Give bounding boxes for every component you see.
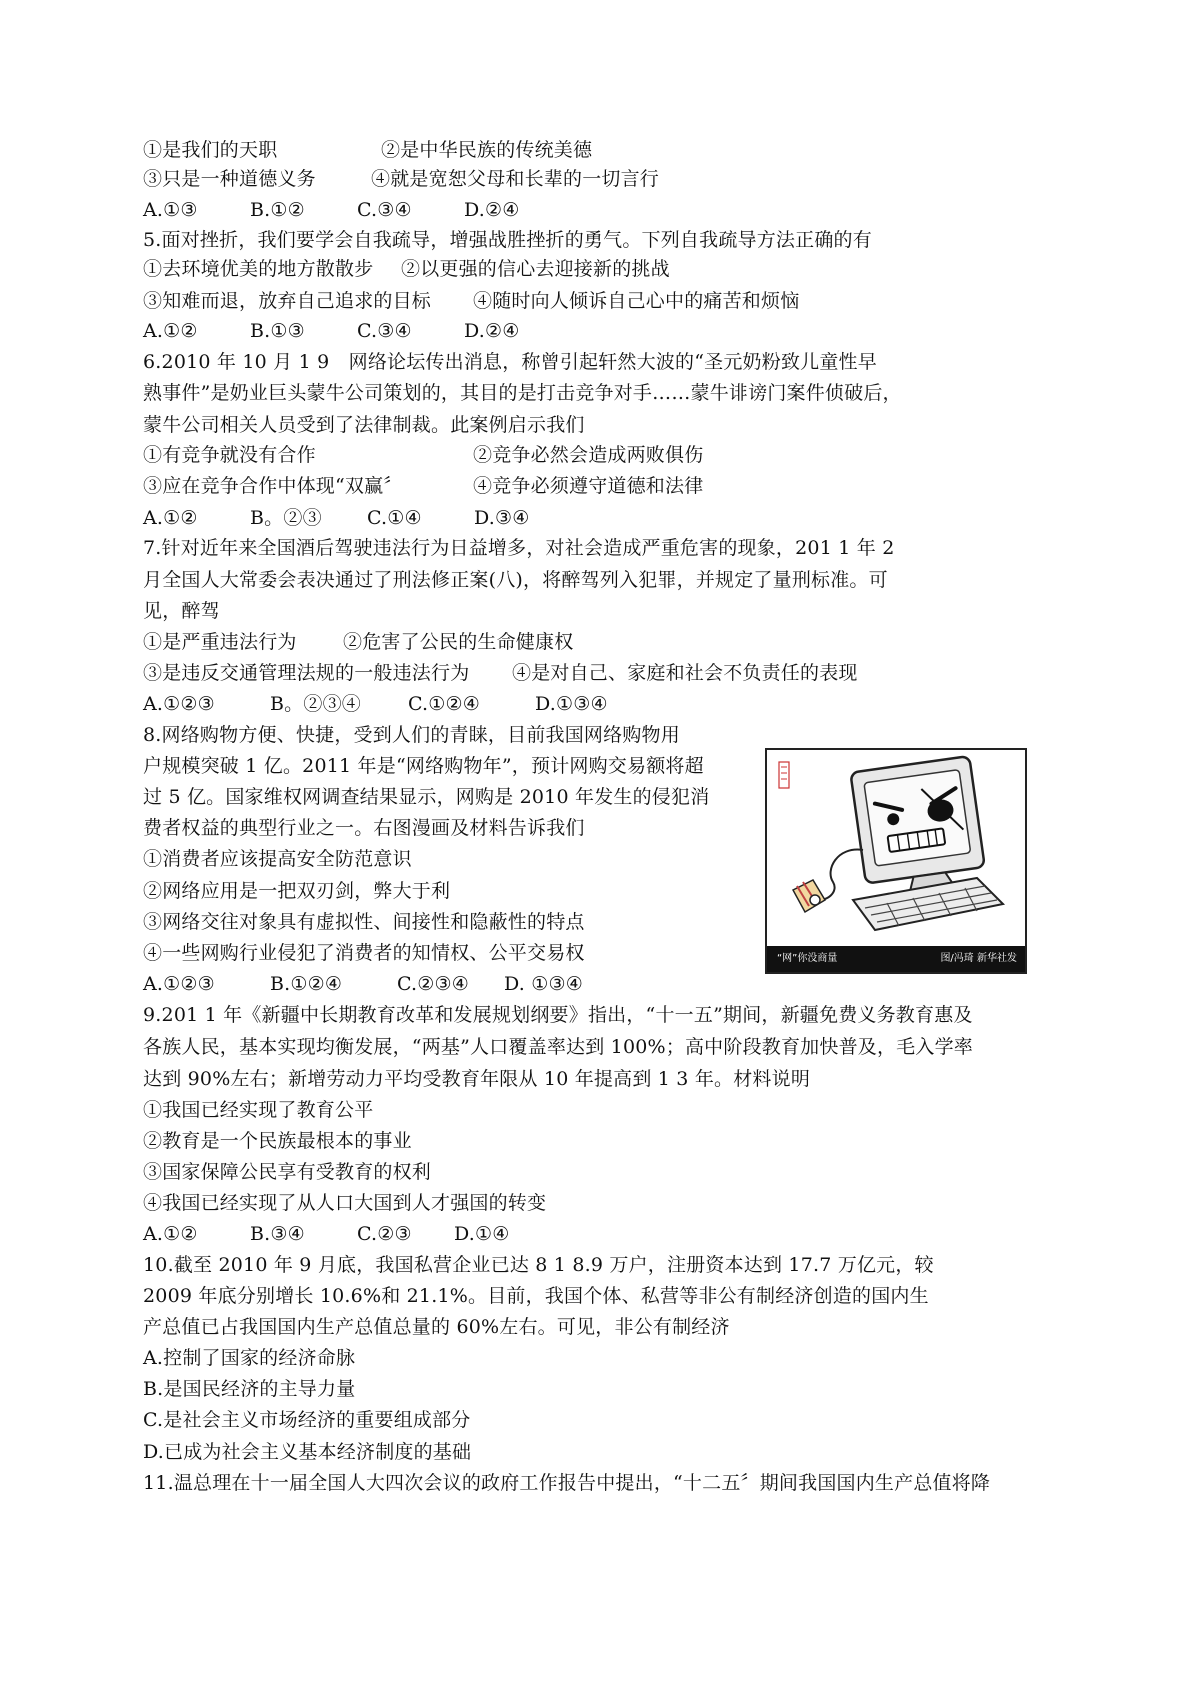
q4-answers bbox=[143, 195, 519, 225]
q7-stem-line1: 7.针对近年来全国酒后驾驶违法行为日益增多，对社会造成严重危害的现象，201 1 年 2 bbox=[143, 537, 895, 559]
q6-option-2: ②竞争必然会造成两败俱伤 bbox=[473, 444, 704, 466]
q6-stem-line2: 熟事件”是奶业巨头蒙牛公司策划的，其目的是打击竞争对手……蒙牛诽谤门案件侦破后， bbox=[143, 382, 902, 404]
q9-answer-b: B.③④ bbox=[250, 1223, 305, 1245]
q8-option-1: ①消费者应该提高安全防范意识 bbox=[143, 848, 412, 870]
q9-answer-c: C.②③ bbox=[357, 1223, 412, 1245]
cartoon-caption bbox=[767, 946, 1025, 972]
q8-answers bbox=[143, 969, 583, 999]
q7-option-4: ④是对自己、家庭和社会不负责任的表现 bbox=[512, 662, 858, 684]
q10-option-b: B.是国民经济的主导力量 bbox=[143, 1378, 356, 1400]
q4-answer-c: C.③④ bbox=[357, 199, 412, 221]
q11-stem-line1: 11.温总理在十一届全国人大四次会议的政府工作报告中提出，“十二五〞期间我国国内生产总值将降 bbox=[143, 1472, 991, 1494]
q10-option-d: D.已成为社会主义基本经济制度的基础 bbox=[143, 1441, 472, 1463]
q9-stem-line1: 9.201 1 年《新疆中长期教育改革和发展规划纲要》指出，“十一五”期间，新疆免费义务教育惠及 bbox=[143, 1004, 973, 1026]
q5-option-3: ③知难而退，放弃自己追求的目标 bbox=[143, 290, 432, 312]
q5-answers bbox=[143, 316, 519, 346]
q5-options-row2 bbox=[143, 286, 799, 316]
q5-option-1: ①去环境优美的地方散散步 bbox=[143, 258, 374, 280]
q8-answer-a: A.①②③ bbox=[143, 973, 215, 995]
q7-option-2: ②危害了公民的生命健康权 bbox=[343, 631, 574, 653]
q8-stem-line3: 过 5 亿。国家维权网调查结果显示，网购是 2010 年发生的侵犯消 bbox=[143, 786, 710, 808]
q8-stem-line4: 费者权益的典型行业之一。右图漫画及材料告诉我们 bbox=[143, 817, 585, 839]
q5-options-row1 bbox=[143, 254, 670, 284]
q6-options-row2 bbox=[143, 471, 703, 501]
q7-option-1: ①是严重违法行为 bbox=[143, 631, 297, 653]
q6-answer-d: D.③④ bbox=[474, 507, 530, 529]
q8-answer-c: C.②③④ bbox=[397, 973, 469, 995]
q7-answer-b: B。②③④ bbox=[270, 693, 361, 715]
cartoon-caption-credit: 图/冯琦 新华社发 bbox=[940, 953, 1017, 964]
q10-stem-line2: 2009 年底分别增长 10.6%和 21.1%。目前，我国个体、私营等非公有制经济创造的国内生 bbox=[143, 1285, 929, 1307]
q6-stem-line1: 6.2010 年 10 月 1 9 网络论坛传出消息，称曾引起轩然大波的“圣元奶粉致儿童性早 bbox=[143, 351, 877, 373]
q8-option-3: ③网络交往对象具有虚拟性、间接性和隐蔽性的特点 bbox=[143, 911, 585, 933]
q5-answer-c: C.③④ bbox=[357, 320, 412, 342]
q8-answer-b: B.①②④ bbox=[270, 973, 343, 995]
seal-stamp bbox=[779, 762, 789, 788]
q6-options-row1 bbox=[143, 440, 703, 470]
q8-stem-line1: 8.网络购物方便、快捷，受到人们的青睐，目前我国网络购物用 bbox=[143, 724, 680, 746]
q8-stem-line2: 户规模突破 1 亿。2011 年是“网络购物年”，预计网购交易额将超 bbox=[143, 755, 704, 777]
q10-stem-line1: 10.截至 2010 年 9 月底，我国私营企业已达 8 1 8.9 万户，注册资本达到 17.7 万亿元，较 bbox=[143, 1254, 934, 1276]
q5-answer-a: A.①② bbox=[143, 320, 198, 342]
q7-answer-c: C.①②④ bbox=[408, 693, 480, 715]
q9-option-2: ②教育是一个民族最根本的事业 bbox=[143, 1130, 412, 1152]
q4-answer-a: A.①③ bbox=[143, 199, 198, 221]
q10-option-a: A.控制了国家的经济命脉 bbox=[143, 1347, 356, 1369]
q7-stem-line3: 见，醉驾 bbox=[143, 600, 220, 622]
q9-option-3: ③国家保障公民享有受教育的权利 bbox=[143, 1161, 432, 1183]
keyboard bbox=[853, 878, 1003, 930]
q8-cartoon bbox=[765, 748, 1027, 974]
q6-option-1: ①有竞争就没有合作 bbox=[143, 444, 316, 466]
q4-option-2: ②是中华民族的传统美德 bbox=[381, 139, 593, 161]
q4-options-row1 bbox=[143, 135, 592, 165]
angry-computer-illustration bbox=[767, 750, 1025, 946]
q4-answer-d: D.②④ bbox=[464, 199, 520, 221]
q8-option-4: ④一些网购行业侵犯了消费者的知情权、公平交易权 bbox=[143, 942, 585, 964]
q7-stem-line2: 月全国人大常委会表决通过了刑法修正案(八)，将醉驾列入犯罪，并规定了量刑标准。可 bbox=[143, 569, 888, 591]
q4-options-row2 bbox=[143, 164, 659, 194]
q5-option-4: ④随时向人倾诉自己心中的痛苦和烦恼 bbox=[473, 290, 800, 312]
q9-option-1: ①我国已经实现了教育公平 bbox=[143, 1099, 374, 1121]
q4-option-4: ④就是宽恕父母和长辈的一切言行 bbox=[371, 168, 660, 190]
q8-answer-d: D. ①③④ bbox=[504, 973, 583, 995]
q5-answer-b: B.①③ bbox=[250, 320, 305, 342]
q9-answer-a: A.①② bbox=[143, 1223, 198, 1245]
q4-option-1: ①是我们的天职 bbox=[143, 139, 278, 161]
q7-answers bbox=[143, 689, 608, 719]
q4-option-3: ③只是一种道德义务 bbox=[143, 168, 316, 190]
q10-stem-line3: 产总值已占我国国内生产总值总量的 60%左右。可见，非公有制经济 bbox=[143, 1316, 730, 1338]
q8-option-2: ②网络应用是一把双刃剑，弊大于利 bbox=[143, 880, 451, 902]
q10-option-c: C.是社会主义市场经济的重要组成部分 bbox=[143, 1409, 471, 1431]
q7-option-3: ③是违反交通管理法规的一般违法行为 bbox=[143, 662, 470, 684]
q5-option-2: ②以更强的信心去迎接新的挑战 bbox=[401, 258, 670, 280]
q6-answers bbox=[143, 503, 529, 533]
q4-answer-b: B.①② bbox=[250, 199, 305, 221]
q6-stem-line3: 蒙牛公司相关人员受到了法律制裁。此案例启示我们 bbox=[143, 414, 585, 436]
q6-option-3: ③应在竞争合作中体现“双赢〞 bbox=[143, 475, 403, 497]
q7-answer-d: D.①③④ bbox=[535, 693, 608, 715]
q6-answer-a: A.①② bbox=[143, 507, 198, 529]
q9-stem-line3: 达到 90%左右；新增劳动力平均受教育年限从 10 年提高到 1 3 年。材料说明 bbox=[143, 1068, 811, 1090]
money-bundle-icon bbox=[793, 880, 825, 912]
q7-answer-a: A.①②③ bbox=[143, 693, 215, 715]
q9-option-4: ④我国已经实现了从人口大国到人才强国的转变 bbox=[143, 1192, 547, 1214]
q5-answer-d: D.②④ bbox=[464, 320, 520, 342]
q6-answer-b: B。②③ bbox=[250, 507, 322, 529]
q9-answer-d: D.①④ bbox=[454, 1223, 510, 1245]
q6-option-4: ④竞争必须遵守道德和法律 bbox=[473, 475, 704, 497]
q7-options-row1 bbox=[143, 627, 573, 657]
q9-stem-line2: 各族人民，基本实现均衡发展，“两基”人口覆盖率达到 100%；高中阶段教育加快普及，毛入学率 bbox=[143, 1036, 973, 1058]
q5-stem: 5.面对挫折，我们要学会自我疏导，增强战胜挫折的勇气。下列自我疏导方法正确的有 bbox=[143, 229, 872, 251]
q9-answers bbox=[143, 1219, 509, 1249]
q7-options-row2 bbox=[143, 658, 858, 688]
q6-answer-c: C.①④ bbox=[367, 507, 422, 529]
cartoon-caption-title: “网”你没商量 bbox=[777, 953, 838, 964]
